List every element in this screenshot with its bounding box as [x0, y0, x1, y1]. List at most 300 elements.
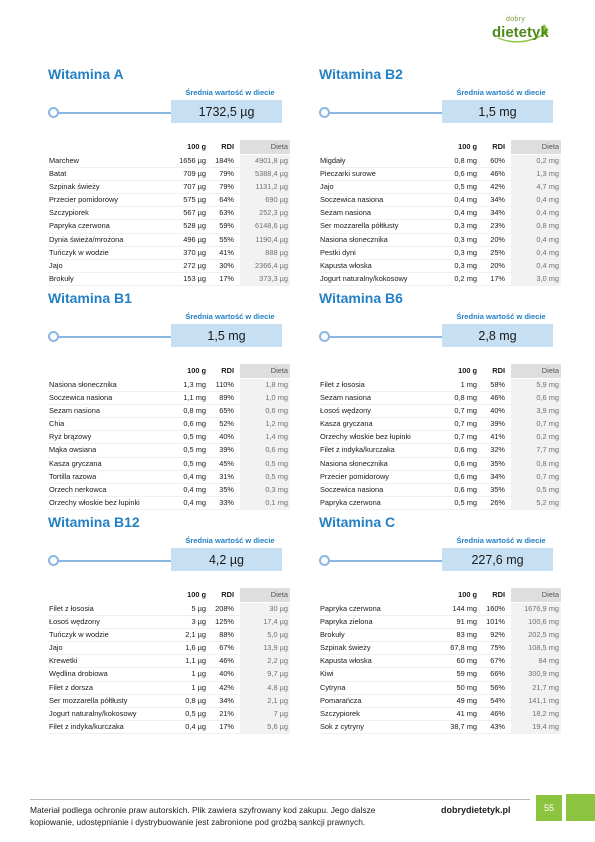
per-100g-value: 0,8 µg: [185, 695, 206, 705]
diet-value: 300,9 mg: [511, 668, 561, 680]
food-name: Papryka czerwona: [320, 497, 381, 507]
rdi-value: 40%: [219, 432, 234, 442]
diet-value: 1676,9 mg: [511, 603, 561, 615]
diet-value: 0,6 mg: [240, 444, 290, 456]
rdi-value: 55%: [219, 234, 234, 244]
food-name: Sezam nasiona: [49, 406, 100, 416]
rdi-value: 17%: [219, 721, 234, 731]
average-label: Średnia wartość w diecie: [456, 312, 546, 321]
diet-value: 0,2 mg: [511, 431, 561, 443]
header-100g: 100 g: [458, 366, 477, 375]
average-value: 2,8 mg: [442, 324, 553, 347]
slider-track: [324, 112, 448, 114]
table-header: [319, 364, 561, 378]
per-100g-value: 0,6 mg: [454, 169, 477, 179]
food-name: Pomarańcza: [320, 695, 362, 705]
per-100g-value: 1 mg: [460, 380, 477, 389]
brand-logo: [492, 14, 552, 48]
food-name: Tuńczyk w wodzie: [49, 247, 109, 257]
food-name: Wędlina drobiowa: [49, 669, 108, 679]
rdi-value: 56%: [490, 682, 505, 692]
average-label: Średnia wartość w diecie: [185, 88, 275, 97]
rdi-value: 25%: [490, 247, 505, 257]
food-name: Pieczarki surowe: [320, 169, 376, 179]
diet-value: 0,4 mg: [511, 207, 561, 219]
table-row: [319, 471, 561, 484]
per-100g-value: 0,8 mg: [183, 406, 206, 416]
diet-value: 5,0 µg: [240, 629, 290, 641]
food-name: Kasza gryczana: [320, 419, 373, 429]
diet-value: 0,4 mg: [511, 247, 561, 259]
average-label: Średnia wartość w diecie: [185, 312, 275, 321]
rdi-value: 26%: [490, 497, 505, 507]
food-name: Kapusta włoska: [320, 260, 372, 270]
per-100g-value: 1 µg: [191, 669, 206, 679]
table-row: [319, 405, 561, 418]
diet-value: 690 µg: [240, 194, 290, 206]
food-name: Marchew: [49, 156, 79, 165]
header-100g: 100 g: [458, 590, 477, 599]
section-title: Witamina B1: [48, 290, 132, 306]
table-row: [48, 273, 290, 286]
diet-value: 1,0 mg: [240, 392, 290, 404]
header-100g: 100 g: [187, 366, 206, 375]
rdi-value: 35%: [490, 484, 505, 494]
food-name: Orzech nerkowca: [49, 484, 107, 494]
table-row: [319, 668, 561, 681]
food-name: Cytryna: [320, 682, 346, 692]
diet-value: 2,1 µg: [240, 695, 290, 707]
rdi-value: 42%: [219, 682, 234, 692]
table-row: [319, 629, 561, 642]
table-row: [319, 155, 561, 168]
diet-value: 7 µg: [240, 708, 290, 720]
rdi-value: 63%: [219, 208, 234, 218]
food-name: Łosoś wędzony: [49, 617, 100, 627]
diet-value: 0,8 mg: [511, 220, 561, 232]
food-name: Papryka czerwona: [49, 221, 110, 231]
per-100g-value: 2,1 µg: [185, 630, 206, 640]
per-100g-value: 0,4 mg: [183, 484, 206, 494]
table-row: [319, 682, 561, 695]
diet-value: 6148,6 µg: [240, 220, 290, 232]
per-100g-value: 83 mg: [456, 630, 477, 640]
rdi-value: 65%: [219, 406, 234, 416]
rdi-value: 43%: [490, 721, 505, 731]
per-100g-value: 41 mg: [456, 708, 477, 718]
diet-value: 0,8 mg: [511, 458, 561, 470]
food-name: Pestki dyni: [320, 247, 356, 257]
rdi-value: 110%: [215, 380, 234, 389]
food-name: Soczewica nasiona: [49, 393, 113, 403]
rdi-value: 54%: [490, 695, 505, 705]
header-100g: 100 g: [458, 142, 477, 151]
rdi-value: 79%: [219, 169, 234, 179]
diet-value: 1190,4 µg: [240, 234, 290, 246]
diet-value: 2366,4 µg: [240, 260, 290, 272]
table-row: [48, 155, 290, 168]
per-100g-value: 0,3 mg: [454, 234, 477, 244]
table-header: [48, 588, 290, 602]
food-name: Krewetki: [49, 656, 78, 666]
rdi-value: 52%: [219, 419, 234, 429]
footer-divider: [30, 799, 530, 800]
diet-value: 888 µg: [240, 247, 290, 259]
per-100g-value: 0,5 µg: [185, 708, 206, 718]
diet-value: 0,6 mg: [511, 392, 561, 404]
rdi-value: 75%: [490, 643, 505, 653]
per-100g-value: 575 µg: [183, 195, 206, 205]
diet-value: 19,4 mg: [511, 721, 561, 733]
diet-value: 202,5 mg: [511, 629, 561, 641]
table-row: [48, 603, 290, 616]
table-row: [48, 247, 290, 260]
per-100g-value: 153 µg: [183, 273, 206, 283]
section-title: Witamina B12: [48, 514, 140, 530]
slider-track: [53, 336, 177, 338]
average-label: Średnia wartość w diecie: [456, 88, 546, 97]
diet-value: 1,8 mg: [240, 379, 290, 391]
section-title: Witamina B2: [319, 66, 403, 82]
per-100g-value: 0,8 mg: [454, 393, 477, 403]
food-name: Jajo: [49, 643, 63, 653]
per-100g-value: 0,7 mg: [454, 406, 477, 416]
diet-value: 5,9 mg: [511, 379, 561, 391]
nutrient-table: [48, 364, 290, 510]
rdi-value: 41%: [490, 432, 505, 442]
corner-accent: [566, 794, 595, 821]
rdi-value: 79%: [219, 182, 234, 192]
rdi-value: 23%: [490, 221, 505, 231]
average-value: 1,5 mg: [171, 324, 282, 347]
per-100g-value: 0,5 mg: [454, 497, 477, 507]
per-100g-value: 1656 µg: [179, 156, 206, 165]
table-row: [319, 207, 561, 220]
per-100g-value: 496 µg: [183, 234, 206, 244]
header-rdi: RDI: [221, 366, 234, 375]
table-row: [319, 603, 561, 616]
food-name: Nasiona słonecznika: [320, 458, 388, 468]
diet-value: 0,5 mg: [240, 471, 290, 483]
per-100g-value: 0,3 mg: [454, 221, 477, 231]
food-name: Filet z łososia: [320, 380, 365, 389]
per-100g-value: 0,6 mg: [454, 445, 477, 455]
diet-value: 0,4 mg: [511, 234, 561, 246]
per-100g-value: 0,6 mg: [454, 484, 477, 494]
section-title: Witamina A: [48, 66, 124, 82]
diet-value: 18,2 mg: [511, 708, 561, 720]
slider-track: [53, 560, 177, 562]
table-row: [48, 379, 290, 392]
per-100g-value: 49 mg: [456, 695, 477, 705]
average-value: 4,2 µg: [171, 548, 282, 571]
slider-knob-icon: [319, 107, 330, 118]
rdi-value: 60%: [490, 156, 505, 165]
average-value: 1732,5 µg: [171, 100, 282, 123]
rdi-value: 67%: [490, 656, 505, 666]
table-row: [48, 220, 290, 233]
per-100g-value: 272 µg: [183, 260, 206, 270]
table-row: [319, 247, 561, 260]
table-row: [319, 655, 561, 668]
food-name: Orzechy włoskie bez łupinki: [49, 497, 140, 507]
rdi-value: 46%: [490, 708, 505, 718]
table-row: [319, 194, 561, 207]
per-100g-value: 567 µg: [183, 208, 206, 218]
per-100g-value: 1,6 µg: [185, 643, 206, 653]
average-label: Średnia wartość w diecie: [456, 536, 546, 545]
table-header: [48, 140, 290, 154]
rdi-value: 160%: [486, 604, 505, 613]
diet-value: 0,7 mg: [511, 418, 561, 430]
per-100g-value: 0,7 mg: [454, 432, 477, 442]
food-name: Kasza gryczana: [49, 458, 102, 468]
table-row: [48, 234, 290, 247]
diet-value: 21,7 mg: [511, 682, 561, 694]
food-name: Sezam nasiona: [320, 393, 371, 403]
per-100g-value: 91 mg: [456, 617, 477, 627]
table-row: [48, 655, 290, 668]
food-name: Chia: [49, 419, 65, 429]
diet-value: 1,2 mg: [240, 418, 290, 430]
average-label: Średnia wartość w diecie: [185, 536, 275, 545]
diet-value: 0,2 mg: [511, 155, 561, 167]
slider-knob-icon: [319, 555, 330, 566]
food-name: Filet z łososia: [49, 604, 94, 613]
diet-value: 5,2 mg: [511, 497, 561, 509]
diet-value: 13,9 µg: [240, 642, 290, 654]
food-name: Orzechy włoskie bez łupinki: [320, 432, 411, 442]
site-url[interactable]: dobrydietetyk.pl: [441, 805, 511, 815]
diet-value: 7,7 mg: [511, 444, 561, 456]
header-diet: Dieta: [240, 140, 290, 154]
table-row: [48, 695, 290, 708]
table-row: [319, 695, 561, 708]
per-100g-value: 709 µg: [183, 169, 206, 179]
rdi-value: 40%: [219, 669, 234, 679]
rdi-value: 92%: [490, 630, 505, 640]
per-100g-value: 5 µg: [191, 604, 206, 613]
table-header: [48, 364, 290, 378]
rdi-value: 40%: [490, 406, 505, 416]
rdi-value: 184%: [215, 156, 234, 165]
per-100g-value: 0,4 mg: [183, 497, 206, 507]
rdi-value: 35%: [219, 484, 234, 494]
rdi-value: 30%: [219, 260, 234, 270]
per-100g-value: 0,5 mg: [454, 182, 477, 192]
table-row: [319, 392, 561, 405]
rdi-value: 33%: [219, 497, 234, 507]
rdi-value: 39%: [490, 419, 505, 429]
diet-value: 0,4 mg: [511, 260, 561, 272]
header-rdi: RDI: [492, 366, 505, 375]
nutrient-table: [319, 588, 561, 734]
rdi-value: 41%: [219, 247, 234, 257]
section-title: Witamina B6: [319, 290, 403, 306]
per-100g-value: 60 mg: [456, 656, 477, 666]
table-row: [48, 668, 290, 681]
food-name: Szczypiorek: [320, 708, 360, 718]
per-100g-value: 59 mg: [456, 669, 477, 679]
header-rdi: RDI: [492, 590, 505, 599]
food-name: Jajo: [320, 182, 334, 192]
table-row: [319, 497, 561, 510]
food-name: Papryka zielona: [320, 617, 373, 627]
rdi-value: 45%: [219, 458, 234, 468]
diet-value: 1131,2 µg: [240, 181, 290, 193]
table-row: [48, 405, 290, 418]
per-100g-value: 0,4 mg: [454, 208, 477, 218]
diet-value: 17,4 µg: [240, 616, 290, 628]
per-100g-value: 0,2 mg: [454, 273, 477, 283]
header-rdi: RDI: [492, 142, 505, 151]
header-diet: Dieta: [511, 588, 561, 602]
food-name: Soczewica nasiona: [320, 484, 384, 494]
table-row: [319, 708, 561, 721]
table-row: [319, 273, 561, 286]
header-diet: Dieta: [240, 364, 290, 378]
table-row: [319, 418, 561, 431]
diet-value: 84 mg: [511, 655, 561, 667]
diet-value: 1,4 mg: [240, 431, 290, 443]
nutrient-table: [319, 140, 561, 286]
table-row: [48, 642, 290, 655]
slider-track: [324, 560, 448, 562]
table-row: [48, 708, 290, 721]
table-row: [319, 721, 561, 734]
diet-value: 252,3 µg: [240, 207, 290, 219]
food-name: Migdały: [320, 156, 346, 165]
copyright-notice: [30, 804, 410, 828]
table-row: [48, 168, 290, 181]
diet-value: 0,1 mg: [240, 497, 290, 509]
food-name: Brokuły: [49, 273, 74, 283]
per-100g-value: 1,1 µg: [185, 656, 206, 666]
diet-value: 2,2 µg: [240, 655, 290, 667]
per-100g-value: 0,8 mg: [454, 156, 477, 165]
food-name: Filet z indyka/kurczaka: [49, 721, 124, 731]
rdi-value: 67%: [219, 643, 234, 653]
diet-value: 0,7 mg: [511, 471, 561, 483]
table-row: [319, 220, 561, 233]
rdi-value: 64%: [219, 195, 234, 205]
per-100g-value: 67,8 mg: [450, 643, 477, 653]
table-row: [48, 484, 290, 497]
rdi-value: 39%: [219, 445, 234, 455]
diet-value: 30 µg: [240, 603, 290, 615]
per-100g-value: 528 µg: [183, 221, 206, 231]
food-name: Filet z dorsza: [49, 682, 93, 692]
food-name: Szpinak świeży: [320, 643, 371, 653]
table-row: [319, 616, 561, 629]
per-100g-value: 1,3 mg: [183, 380, 206, 389]
header-rdi: RDI: [221, 590, 234, 599]
rdi-value: 59%: [219, 221, 234, 231]
table-row: [48, 431, 290, 444]
nutrient-table: [48, 588, 290, 734]
table-header: [319, 588, 561, 602]
per-100g-value: 707 µg: [183, 182, 206, 192]
header-100g: 100 g: [187, 142, 206, 151]
header-diet: Dieta: [511, 364, 561, 378]
table-row: [48, 444, 290, 457]
diet-value: 141,1 mg: [511, 695, 561, 707]
food-name: Sok z cytryny: [320, 721, 364, 731]
diet-value: 3,9 mg: [511, 405, 561, 417]
rdi-value: 35%: [490, 458, 505, 468]
per-100g-value: 0,7 mg: [454, 419, 477, 429]
table-row: [48, 682, 290, 695]
food-name: Przecier pomidorowy: [49, 195, 119, 205]
per-100g-value: 0,6 mg: [454, 458, 477, 468]
food-name: Łosoś wędzony: [320, 406, 371, 416]
table-row: [319, 484, 561, 497]
rdi-value: 125%: [215, 617, 234, 627]
section-title: Witamina C: [319, 514, 396, 530]
table-row: [48, 721, 290, 734]
food-name: Tortilla razowa: [49, 471, 97, 481]
header-rdi: RDI: [221, 142, 234, 151]
per-100g-value: 370 µg: [183, 247, 206, 257]
rdi-value: 66%: [490, 669, 505, 679]
header-diet: Dieta: [511, 140, 561, 154]
per-100g-value: 0,5 mg: [183, 445, 206, 455]
rdi-value: 34%: [219, 695, 234, 705]
rdi-value: 89%: [219, 393, 234, 403]
average-value: 227,6 mg: [442, 548, 553, 571]
table-row: [48, 181, 290, 194]
table-row: [319, 458, 561, 471]
rdi-value: 17%: [219, 273, 234, 283]
food-name: Nasiona słonecznika: [49, 380, 117, 389]
rdi-value: 34%: [490, 208, 505, 218]
logo-main-text: dietetyk: [492, 24, 549, 41]
table-row: [48, 194, 290, 207]
slider-track: [53, 112, 177, 114]
diet-value: 9,7 µg: [240, 668, 290, 680]
food-name: Szpinak świeży: [49, 182, 100, 192]
per-100g-value: 38,7 mg: [450, 721, 477, 731]
per-100g-value: 1,1 mg: [183, 393, 206, 403]
table-row: [319, 431, 561, 444]
rdi-value: 101%: [486, 617, 505, 627]
diet-value: 5,6 µg: [240, 721, 290, 733]
food-name: Kiwi: [320, 669, 334, 679]
table-row: [48, 458, 290, 471]
per-100g-value: 0,4 mg: [454, 195, 477, 205]
rdi-value: 31%: [219, 471, 234, 481]
food-name: Ser mozzarella półtłusty: [49, 695, 128, 705]
rdi-value: 20%: [490, 234, 505, 244]
diet-value: 4,8 µg: [240, 682, 290, 694]
table-row: [319, 642, 561, 655]
per-100g-value: 0,6 mg: [183, 419, 206, 429]
rdi-value: 34%: [490, 471, 505, 481]
rdi-value: 21%: [219, 708, 234, 718]
per-100g-value: 3 µg: [191, 617, 206, 627]
rdi-value: 208%: [215, 604, 234, 613]
per-100g-value: 0,4 µg: [185, 721, 206, 731]
per-100g-value: 1 µg: [191, 682, 206, 692]
slider-knob-icon: [48, 555, 59, 566]
table-row: [48, 418, 290, 431]
diet-value: 0,4 mg: [511, 194, 561, 206]
food-name: Batat: [49, 169, 67, 179]
table-row: [319, 260, 561, 273]
per-100g-value: 0,5 mg: [183, 458, 206, 468]
table-row: [48, 207, 290, 220]
table-row: [48, 260, 290, 273]
